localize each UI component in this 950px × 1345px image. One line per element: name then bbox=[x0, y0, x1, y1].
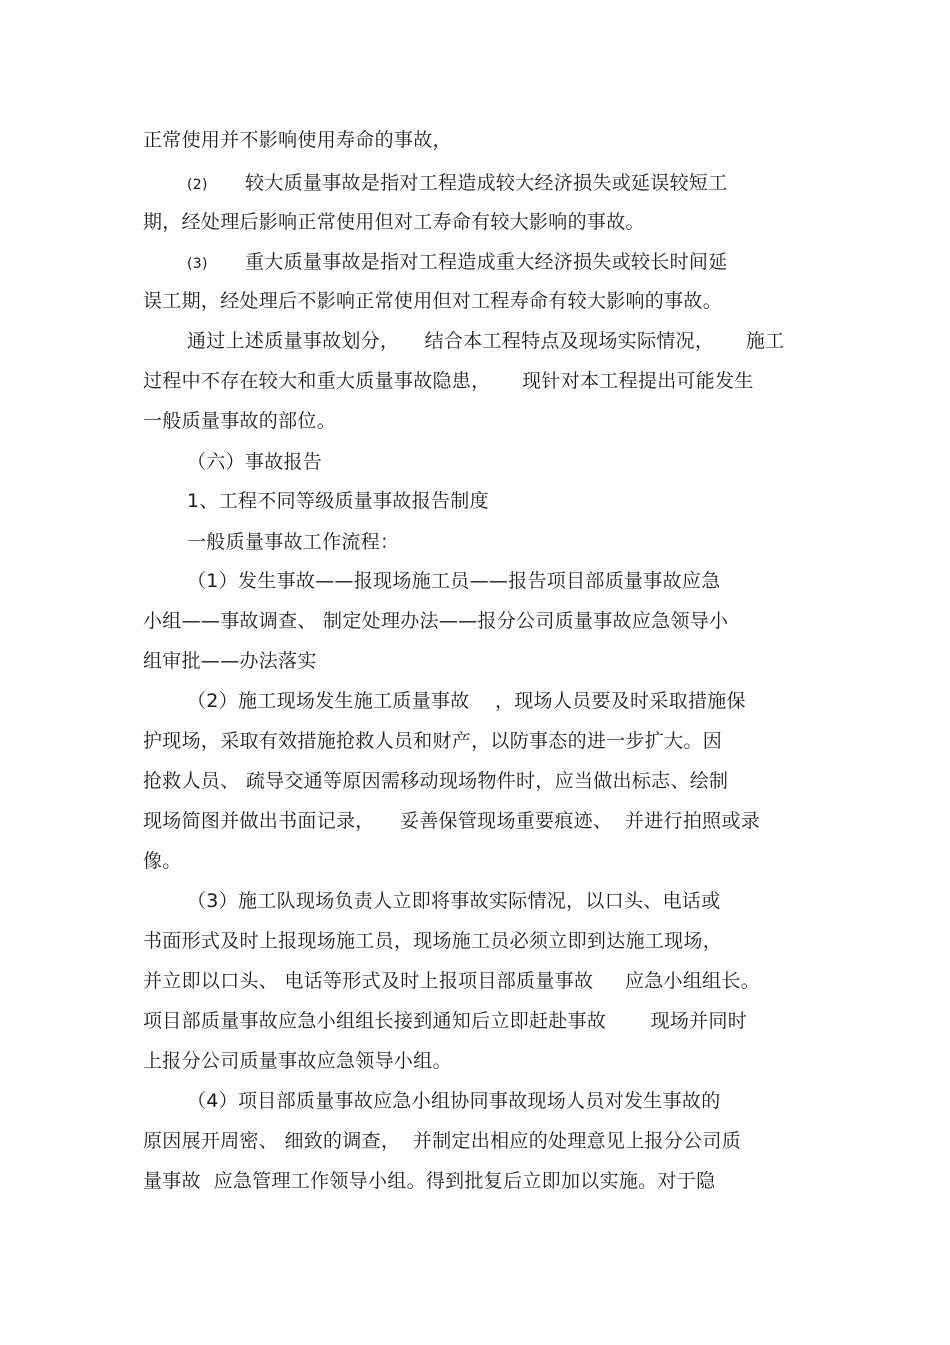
section-heading: （六）事故报告 bbox=[187, 451, 323, 473]
text-line: 现场简图并做出书面记录， 妥善保管现场重要痕迹、 并进行拍照或录 bbox=[143, 810, 761, 832]
text-line: （3）施工队现场负责人立即将事故实际情况，以口头、电话或 bbox=[187, 890, 721, 912]
text-line: 原因展开周密、 细致的调查， 并制定出相应的处理意见上报分公司质 bbox=[143, 1130, 742, 1152]
numbered-paragraph-line bbox=[187, 250, 728, 276]
text-line: 小组——事故调查、 制定处理办法——报分公司质量事故应急领导小 bbox=[143, 610, 729, 632]
text-line: 一般质量事故工作流程： bbox=[187, 531, 400, 553]
text-line: 量事故 应急管理工作领导小组。得到批复后立即加以实施。对于隐 bbox=[143, 1170, 716, 1192]
text-line: 护现场，采取有效措施抢救人员和财产，以防事态的进一步扩大。因 bbox=[143, 730, 723, 752]
text-line: 书面形式及时上报现场施工员，现场施工员必须立即到达施工现场， bbox=[143, 930, 723, 952]
text-line: 并立即以口头、 电话等形式及时上报项目部质量事故 应急小组组长。 bbox=[143, 970, 761, 992]
text-line: 项目部质量事故应急小组组长接到通知后立即赶赴事故 现场并同时 bbox=[143, 1010, 748, 1032]
text-line: 像。 bbox=[143, 850, 182, 872]
text-line: 上报分公司质量事故应急领导小组。 bbox=[143, 1050, 452, 1072]
text-line: 重大质量事故是指对工程造成重大经济损失或较长时间延 bbox=[245, 251, 728, 273]
text-line: （4）项目部质量事故应急小组协同事故现场人员对发生事故的 bbox=[187, 1090, 721, 1112]
text-line: 抢救人员、 疏导交通等原因需移动现场物件时，应当做出标志、绘制 bbox=[143, 770, 729, 792]
text-line: 通过上述质量事故划分， 结合本工程特点及现场实际情况， 施工 bbox=[187, 330, 785, 352]
item-number: (2) bbox=[187, 177, 208, 193]
text-line: 过程中不存在较大和重大质量事故隐患， 现针对本工程提出可能发生 bbox=[143, 370, 754, 392]
text-line: 较大质量事故是指对工程造成较大经济损失或延误较短工 bbox=[245, 172, 728, 194]
numbered-paragraph-line bbox=[187, 171, 728, 197]
text-line: 误工期，经处理后不影响正常使用但对工程寿命有较大影响的事故。 bbox=[143, 290, 723, 312]
text-line: 一般质量事故的部位。 bbox=[143, 410, 337, 432]
text-line: 期，经处理后影响正常使用但对工寿命有较大影响的事故。 bbox=[143, 211, 645, 233]
text-line: 正常使用并不影响使用寿命的事故， bbox=[143, 129, 452, 151]
item-number: (3) bbox=[187, 256, 208, 272]
text-line: （1）发生事故——报现场施工员——报告项目部质量事故应急 bbox=[187, 570, 721, 592]
subsection-heading: 1、工程不同等级质量事故报告制度 bbox=[187, 490, 489, 512]
text-line: 组审批——办法落实 bbox=[143, 650, 317, 672]
text-line: （2）施工现场发生施工质量事故 ，现场人员要及时采取措施保 bbox=[187, 690, 746, 712]
